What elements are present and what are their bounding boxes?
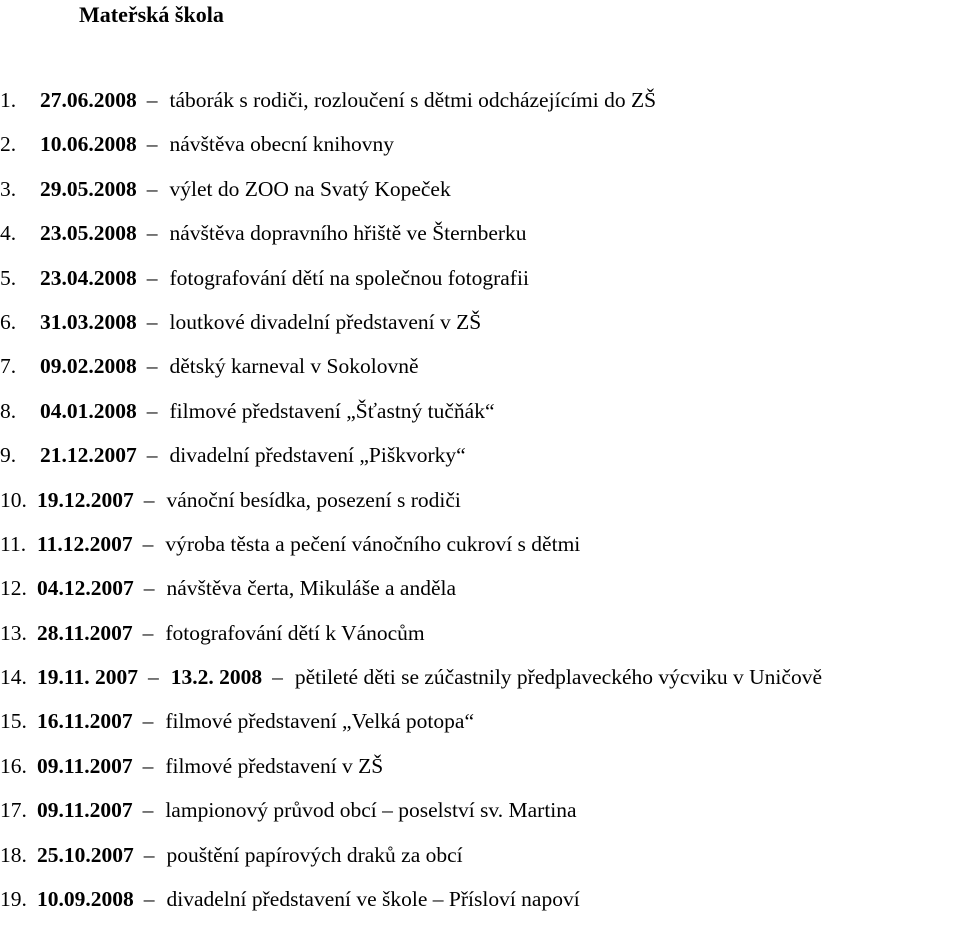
event-date: 21.12.2007 (40, 443, 137, 468)
event-content (40, 211, 527, 255)
event-number: 3. (0, 176, 17, 201)
event-content (37, 699, 474, 743)
event-description: táborák s rodiči, rozloučení s dětmi odcházejícími do ZŠ (169, 88, 657, 112)
event-description: návštěva čerta, Mikuláše a anděla (166, 576, 457, 601)
event-content (37, 522, 580, 566)
event-date: 04.12.2007 (37, 576, 134, 601)
event-end-date: 13.2. 2008 (170, 665, 263, 690)
event-description: filmové představení „Šťastný tučňák“ (169, 398, 495, 423)
event-date: 29.05.2008 (40, 176, 137, 201)
event-date: 09.11.2007 (37, 798, 133, 823)
event-date: 19.11. 2007 (37, 665, 138, 690)
event-number: 1. (0, 88, 17, 112)
event-description: vánoční besídka, posezení s rodiči (166, 487, 461, 512)
event-description: fotografování dětí k Vánocům (165, 620, 425, 645)
event-date: 10.09.2008 (37, 887, 134, 912)
event-content (37, 478, 461, 522)
event-description: návštěva obecní knihovny (169, 132, 395, 157)
event-dash: – (143, 487, 155, 512)
event-content (37, 744, 383, 788)
event-dash: – (142, 531, 154, 556)
event-description: pětileté děti se zúčastnily předplaveckého výcviku v Uničově (294, 665, 822, 690)
event-description: fotografování dětí na společnou fotografii (169, 265, 529, 290)
event-dash: – (146, 132, 158, 157)
event-description: loutkové divadelní představení v ZŠ (169, 309, 482, 334)
event-content (40, 256, 529, 300)
event-content (40, 122, 394, 166)
event-dash: – (146, 398, 158, 423)
event-content (40, 167, 451, 211)
event-dash: – (146, 176, 158, 201)
event-date: 16.11.2007 (37, 709, 133, 734)
event-date: 27.06.2008 (40, 88, 137, 112)
event-description: výroba těsta a pečení vánočního cukroví s dětmi (165, 531, 581, 556)
event-description: divadelní představení ve škole – Přísloví napoví (166, 887, 580, 912)
event-content (40, 300, 481, 344)
event-description: návštěva dopravního hřiště ve Šternberku (169, 221, 527, 246)
event-description: výlet do ZOO na Svatý Kopeček (169, 176, 451, 201)
event-number: 15. (0, 709, 27, 734)
event-date: 11.12.2007 (37, 531, 133, 556)
event-description: filmové představení „Velká potopa“ (165, 709, 474, 734)
event-dash: – (146, 354, 158, 379)
event-date: 31.03.2008 (40, 309, 137, 334)
event-description: pouštění papírových draků za obcí (166, 842, 463, 867)
event-dash: – (142, 753, 154, 778)
event-dash: – (142, 798, 154, 823)
event-content (40, 433, 466, 477)
event-number: 5. (0, 265, 17, 290)
event-number: 7. (0, 354, 17, 379)
event-content (37, 611, 425, 655)
event-content (37, 788, 577, 832)
event-description: filmové představení v ZŠ (165, 753, 384, 778)
event-number: 14. (0, 665, 27, 690)
event-number: 16. (0, 753, 27, 778)
event-date: 28.11.2007 (37, 620, 133, 645)
event-date: 10.06.2008 (40, 132, 137, 157)
date-range-dash: – (147, 665, 159, 690)
event-number: 9. (0, 443, 17, 468)
event-content (37, 655, 822, 699)
event-number: 10. (0, 487, 27, 512)
event-number: 13. (0, 620, 27, 645)
event-dash: – (146, 265, 158, 290)
event-date: 19.12.2007 (37, 487, 134, 512)
event-content (37, 877, 580, 921)
event-dash: – (143, 887, 155, 912)
event-content (40, 389, 495, 433)
event-number: 19. (0, 887, 27, 912)
event-content (37, 566, 456, 610)
event-number: 8. (0, 398, 17, 423)
event-number: 17. (0, 798, 27, 823)
event-date: 09.11.2007 (37, 753, 133, 778)
event-content (37, 833, 463, 877)
event-content (40, 78, 656, 122)
event-dash: – (146, 88, 158, 112)
event-dash: – (272, 665, 283, 690)
event-number: 11. (0, 531, 27, 556)
event-dash: – (146, 309, 158, 334)
event-number: 4. (0, 221, 17, 246)
event-dash: – (146, 221, 158, 246)
event-content (40, 344, 419, 388)
event-dash: – (143, 576, 155, 601)
event-description: lampionový průvod obcí – poselství sv. Martina (165, 798, 577, 823)
page-title: Mateřská škola (79, 2, 224, 27)
event-number: 18. (0, 842, 27, 867)
event-date: 23.05.2008 (40, 221, 137, 246)
event-number: 6. (0, 309, 17, 334)
event-description: dětský karneval v Sokolovně (169, 354, 419, 379)
event-date: 25.10.2007 (37, 842, 134, 867)
event-dash: – (146, 443, 158, 468)
event-date: 09.02.2008 (40, 354, 137, 379)
event-date: 23.04.2008 (40, 265, 137, 290)
event-number: 12. (0, 576, 27, 601)
event-number: 2. (0, 132, 17, 157)
event-dash: – (143, 842, 155, 867)
event-dash: – (142, 709, 154, 734)
event-dash: – (142, 620, 154, 645)
event-date: 04.01.2008 (40, 398, 137, 423)
event-description: divadelní představení „Piškvorky“ (169, 443, 466, 468)
